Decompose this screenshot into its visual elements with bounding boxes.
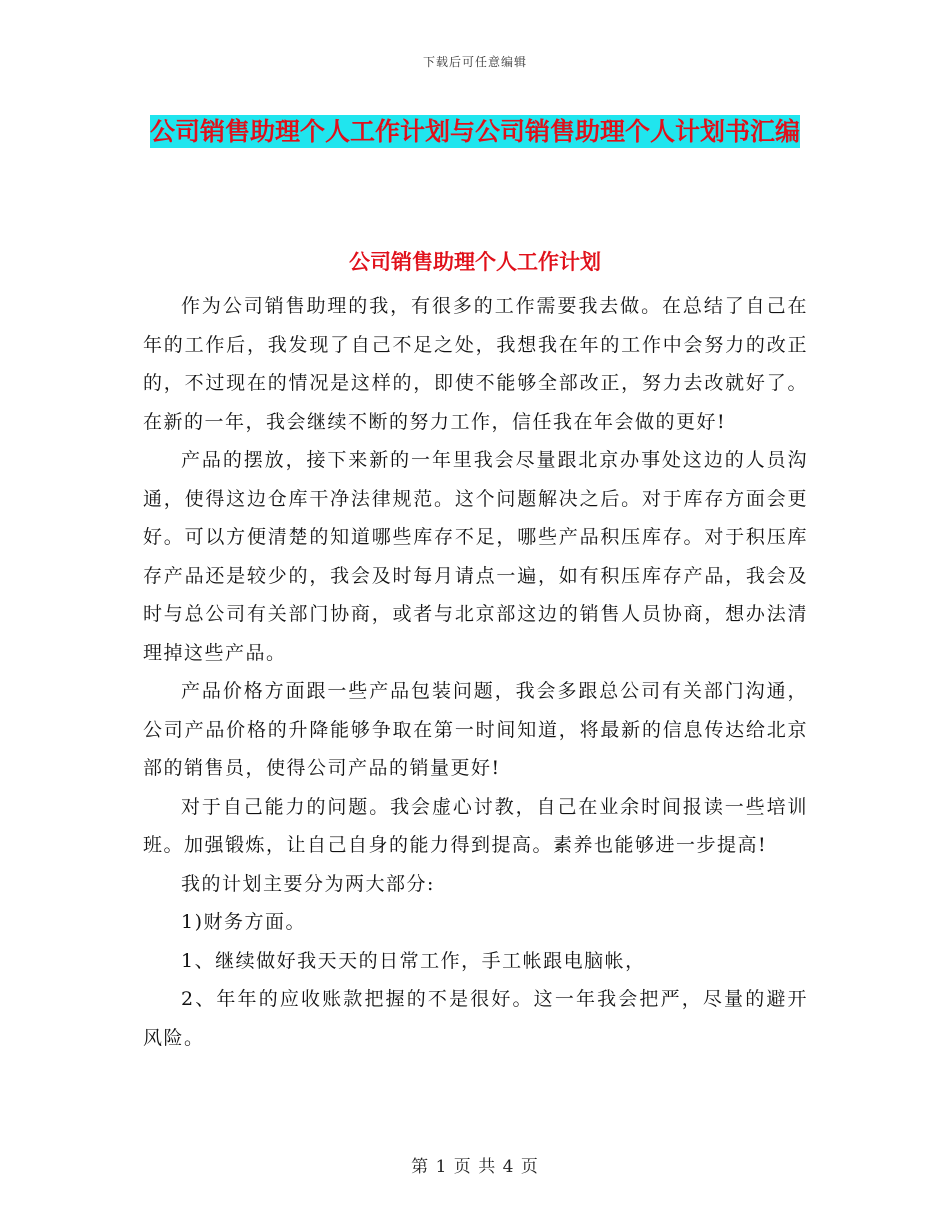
section-title: 公司销售助理个人工作计划 [349, 250, 601, 274]
page-number: 第 1 页 共 4 页 [411, 1157, 539, 1177]
paragraph: 产品的摆放，接下来新的一年里我会尽量跟北京办事处这边的人员沟通，使得这边仓库干净法律规范。这个问题解决之后。对于库存方面会更好。可以方便清楚的知道哪些库存不足，哪些产品积压库存。对于积压库存产品还是较少的，我会及时每月请点一遍，如有积压库存产品，我会及时与总公司有关部门协商，或者与北京部这边的销售人员协商，想办法清理掉这些产品。 [143, 449, 808, 664]
document-title-highlight: 公司销售助理个人工作计划与公司销售助理个人计划书汇编 [150, 117, 801, 146]
paragraph: 1、继续做好我天天的日常工作，手工帐跟电脑帐， [181, 949, 646, 972]
document-body [143, 287, 808, 1057]
paragraph: 产品价格方面跟一些产品包装问题，我会多跟总公司有关部门沟通，公司产品价格的升降能够争取在第一时间知道，将最新的信息传达给北京部的销售员，使得公司产品的销量更好! [143, 680, 808, 779]
paragraph: 我的计划主要分为两大部分: [181, 872, 435, 895]
page-header-note: 下载后可任意编辑 [422, 55, 527, 69]
paragraph: 2、年年的应收账款把握的不是很好。这一年我会把严，尽量的避开风险。 [143, 988, 808, 1049]
paragraph: 作为公司销售助理的我，有很多的工作需要我去做。在总结了自己在年的工作后，我发现了自己不足之处，我想我在年的工作中会努力的改正的，不过现在的情况是这样的，即使不能够全部改正，努力去改就好了。在新的一年，我会继续不断的努力工作，信任我在年会做的更好! [143, 295, 808, 433]
document-title [150, 108, 800, 156]
paragraph: 1)财务方面。 [181, 911, 307, 933]
paragraph: 对于自己能力的问题。我会虚心讨教，自己在业余时间报读一些培训班。加强锻炼，让自己自身的能力得到提高。素养也能够进一步提高! [143, 795, 808, 856]
